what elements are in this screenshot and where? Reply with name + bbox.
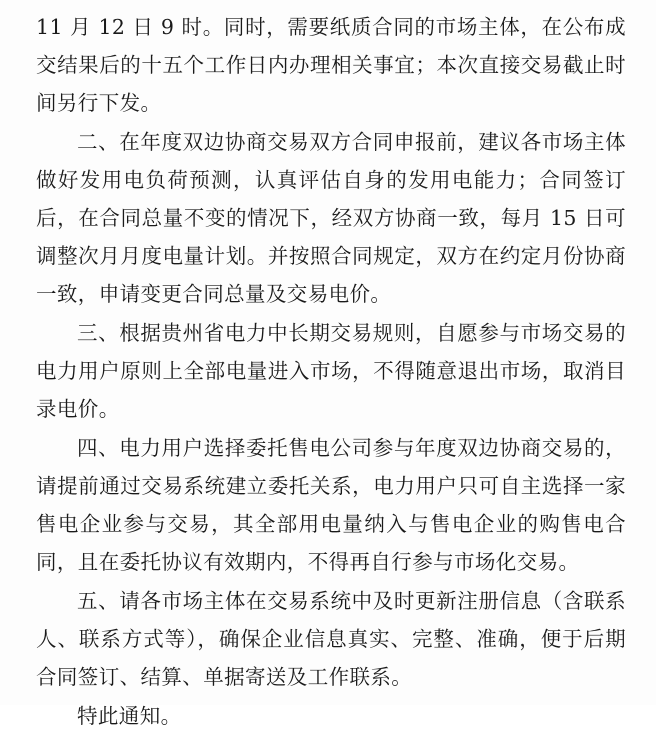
paragraph-continuation: 11 月 12 日 9 时。同时，需要纸质合同的市场主体，在公布成交结果后的十五个工作日内办理相关事宜；本次直接交易截止时间另行下发。 bbox=[36, 15, 626, 115]
paragraph-item-3: 三、根据贵州省电力中长期交易规则，自愿参与市场交易的电力用户原则上全部电量进入市场，不得随意退出市场，取消目录电价。 bbox=[36, 321, 626, 421]
paragraph-item-5: 五、请各市场主体在交易系统中及时更新注册信息（含联系人、联系方式等），确保企业信息真实、完整、准确，便于后期合同签订、结算、单据寄送及工作联系。 bbox=[36, 589, 626, 689]
document-body bbox=[36, 8, 626, 735]
paragraph-item-2: 二、在年度双边协商交易双方合同申报前，建议各市场主体做好发用电负荷预测，认真评估自身的发用电能力；合同签订后，在合同总量不变的情况下，经双方协商一致，每月 15 日可调整次月月度电量计划。并按照合同规定，双方在约定月份协商一致，申请变更合同总量及交易电价。 bbox=[36, 130, 626, 306]
paragraph-item-4: 四、电力用户选择委托售电公司参与年度双边协商交易的，请提前通过交易系统建立委托关系，电力用户只可自主选择一家售电企业参与交易，其全部用电量纳入与售电企业的购售电合同，且在委托协议有效期内，不得再自行参与市场化交易。 bbox=[36, 436, 626, 574]
paragraph-closing: 特此通知。 bbox=[77, 704, 182, 728]
